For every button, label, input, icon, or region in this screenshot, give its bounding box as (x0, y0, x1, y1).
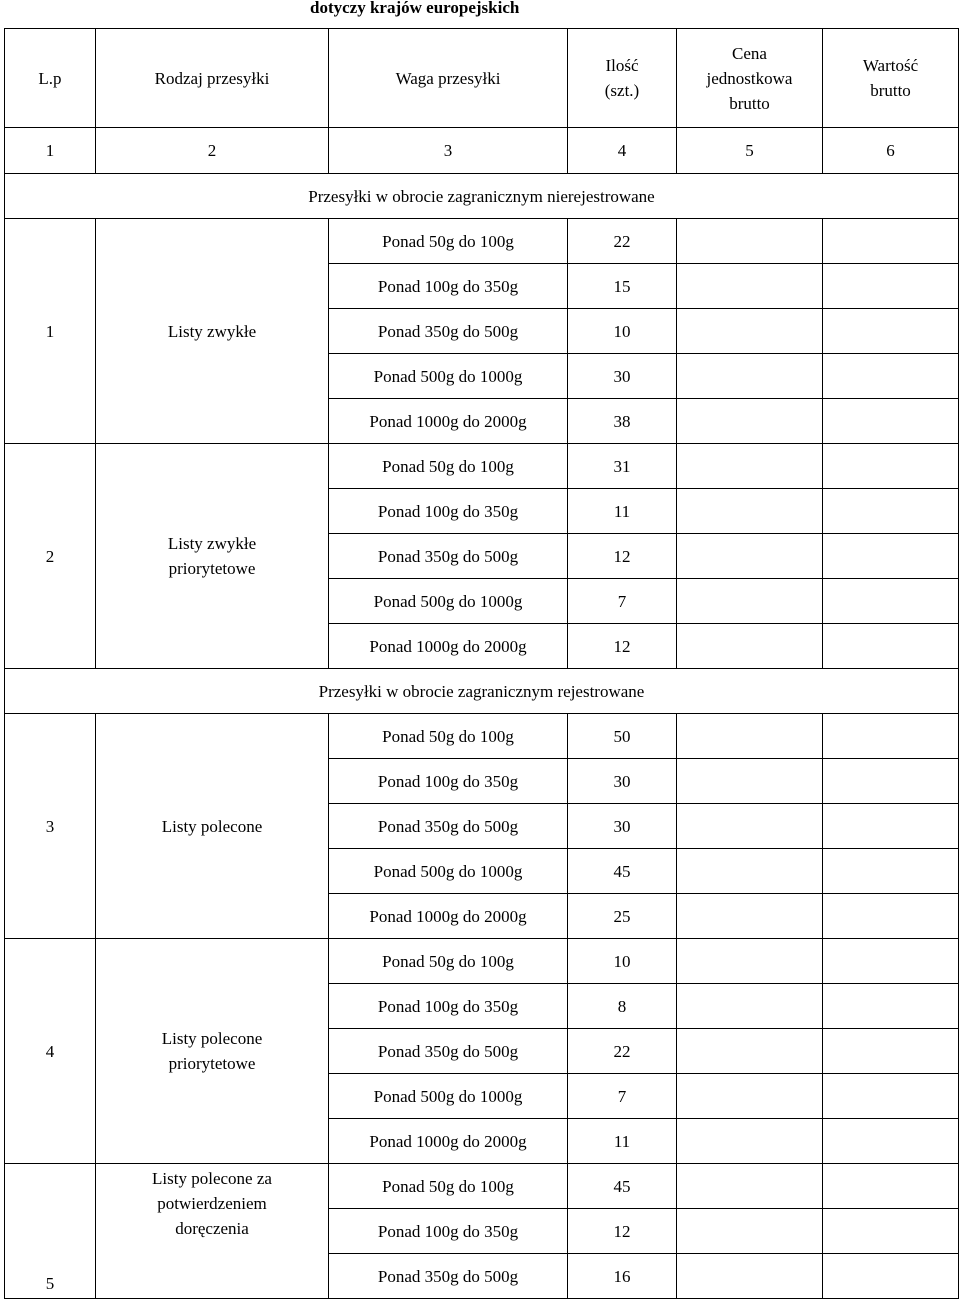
total-value-cell[interactable] (823, 219, 959, 264)
table-row (5, 1164, 959, 1209)
quantity: 11 (568, 1119, 677, 1164)
weight-range: Ponad 100g do 350g (329, 1209, 568, 1254)
weight-range: Ponad 50g do 100g (329, 1164, 568, 1209)
table-row (5, 219, 959, 264)
unit-price-cell[interactable] (677, 894, 823, 939)
column-number-3: 3 (329, 128, 568, 174)
section-row (5, 174, 959, 219)
weight-range: Ponad 100g do 350g (329, 489, 568, 534)
total-value-cell[interactable] (823, 534, 959, 579)
shipment-kind-line: priorytetowe (168, 1054, 256, 1073)
row-number: 2 (5, 444, 96, 669)
table-row (5, 444, 959, 489)
unit-price-cell[interactable] (677, 804, 823, 849)
weight-range: Ponad 1000g do 2000g (329, 894, 568, 939)
weight-range: Ponad 1000g do 2000g (329, 399, 568, 444)
weight-range: Ponad 100g do 350g (329, 759, 568, 804)
weight-range: Ponad 50g do 100g (329, 444, 568, 489)
total-value-cell[interactable] (823, 1209, 959, 1254)
shipment-kind-line: Listy polecone (161, 1029, 263, 1048)
unit-price-cell[interactable] (677, 624, 823, 669)
unit-price-cell[interactable] (677, 1209, 823, 1254)
weight-range: Ponad 500g do 1000g (329, 849, 568, 894)
row-number: 3 (5, 714, 96, 939)
column-number-5: 5 (677, 128, 823, 174)
total-value-cell[interactable] (823, 399, 959, 444)
shipment-kind-line: potwierdzeniem (157, 1194, 267, 1213)
unit-price-cell[interactable] (677, 489, 823, 534)
weight-range: Ponad 500g do 1000g (329, 354, 568, 399)
total-value-cell[interactable] (823, 759, 959, 804)
quantity: 15 (568, 264, 677, 309)
shipment-kind (96, 1164, 329, 1299)
quantity: 50 (568, 714, 677, 759)
total-value-cell[interactable] (823, 984, 959, 1029)
unit-price-cell[interactable] (677, 219, 823, 264)
shipment-kind (96, 939, 329, 1164)
quantity: 31 (568, 444, 677, 489)
column-number-6: 6 (823, 128, 959, 174)
weight-range: Ponad 100g do 350g (329, 984, 568, 1029)
header-ilosc (568, 29, 677, 128)
shipment-kind (96, 444, 329, 669)
quantity: 30 (568, 759, 677, 804)
shipment-table-body (5, 29, 959, 1299)
total-value-cell[interactable] (823, 804, 959, 849)
header-cena-line3: brutto (729, 93, 770, 113)
unit-price-cell[interactable] (677, 1119, 823, 1164)
unit-price-cell[interactable] (677, 849, 823, 894)
document-heading: dotyczy krajów europejskich (310, 0, 520, 17)
unit-price-cell[interactable] (677, 534, 823, 579)
header-row (5, 29, 959, 128)
weight-range: Ponad 50g do 100g (329, 714, 568, 759)
total-value-cell[interactable] (823, 714, 959, 759)
row-number: 5 (5, 1164, 96, 1299)
shipment-kind-line: Listy zwykłe (167, 534, 257, 553)
total-value-cell[interactable] (823, 1119, 959, 1164)
total-value-cell[interactable] (823, 444, 959, 489)
header-cena-line1: Cena (732, 43, 767, 63)
header-ilosc-line1: Ilość (605, 56, 639, 75)
unit-price-cell[interactable] (677, 984, 823, 1029)
unit-price-cell[interactable] (677, 399, 823, 444)
total-value-cell[interactable] (823, 1029, 959, 1074)
shipment-kind-line: Listy polecone (161, 816, 263, 836)
weight-range: Ponad 50g do 100g (329, 939, 568, 984)
header-cena (677, 29, 823, 128)
header-cena-line2: jednostkowa (706, 68, 793, 88)
total-value-cell[interactable] (823, 489, 959, 534)
unit-price-cell[interactable] (677, 759, 823, 804)
total-value-cell[interactable] (823, 624, 959, 669)
header-ilosc-line2: (szt.) (604, 81, 640, 100)
quantity: 16 (568, 1254, 677, 1299)
weight-range: Ponad 350g do 500g (329, 534, 568, 579)
column-number-row (5, 128, 959, 174)
quantity: 10 (568, 939, 677, 984)
quantity: 30 (568, 804, 677, 849)
column-number-1: 1 (5, 128, 96, 174)
header-wartosc (823, 29, 959, 128)
shipment-kind-line: Listy zwykłe (167, 321, 257, 341)
quantity: 22 (568, 219, 677, 264)
quantity: 12 (568, 1209, 677, 1254)
weight-range: Ponad 500g do 1000g (329, 579, 568, 624)
quantity: 8 (568, 984, 677, 1029)
unit-price-cell[interactable] (677, 579, 823, 624)
unit-price-cell[interactable] (677, 309, 823, 354)
unit-price-cell[interactable] (677, 444, 823, 489)
quantity: 12 (568, 624, 677, 669)
unit-price-cell[interactable] (677, 1164, 823, 1209)
shipment-table (4, 28, 959, 1299)
unit-price-cell[interactable] (677, 939, 823, 984)
header-wartosc-line2: brutto (870, 81, 911, 100)
shipment-kind-line: doręczenia (175, 1219, 249, 1238)
shipment-kind (96, 219, 329, 444)
quantity: 45 (568, 849, 677, 894)
row-number: 4 (5, 939, 96, 1164)
weight-range: Ponad 100g do 350g (329, 264, 568, 309)
section-title: Przesyłki w obrocie zagranicznym nierejestrowane (5, 174, 959, 219)
quantity: 7 (568, 1074, 677, 1119)
total-value-cell[interactable] (823, 264, 959, 309)
header-wartosc-line1: Wartość (862, 56, 919, 75)
column-number-4: 4 (568, 128, 677, 174)
unit-price-cell[interactable] (677, 714, 823, 759)
weight-range: Ponad 500g do 1000g (329, 1074, 568, 1119)
quantity: 11 (568, 489, 677, 534)
column-number-2: 2 (96, 128, 329, 174)
quantity: 45 (568, 1164, 677, 1209)
quantity: 38 (568, 399, 677, 444)
quantity: 10 (568, 309, 677, 354)
weight-range: Ponad 50g do 100g (329, 219, 568, 264)
shipment-kind-line: Listy polecone za (152, 1169, 272, 1188)
table-row (5, 714, 959, 759)
total-value-cell[interactable] (823, 1164, 959, 1209)
total-value-cell[interactable] (823, 579, 959, 624)
row-number: 1 (5, 219, 96, 444)
weight-range: Ponad 1000g do 2000g (329, 624, 568, 669)
unit-price-cell[interactable] (677, 1074, 823, 1119)
quantity: 30 (568, 354, 677, 399)
total-value-cell[interactable] (823, 939, 959, 984)
header-waga: Waga przesyłki (329, 29, 568, 128)
quantity: 12 (568, 534, 677, 579)
total-value-cell[interactable] (823, 309, 959, 354)
unit-price-cell[interactable] (677, 1029, 823, 1074)
quantity: 7 (568, 579, 677, 624)
weight-range: Ponad 350g do 500g (329, 1029, 568, 1074)
shipment-kind-line: priorytetowe (168, 559, 256, 578)
weight-range: Ponad 350g do 500g (329, 804, 568, 849)
total-value-cell[interactable] (823, 894, 959, 939)
unit-price-cell[interactable] (677, 264, 823, 309)
unit-price-cell[interactable] (677, 354, 823, 399)
header-lp: L.p (5, 29, 96, 128)
shipment-kind (96, 714, 329, 939)
total-value-cell[interactable] (823, 354, 959, 399)
header-rodzaj: Rodzaj przesyłki (96, 29, 329, 128)
weight-range: Ponad 350g do 500g (329, 1254, 568, 1299)
weight-range: Ponad 350g do 500g (329, 309, 568, 354)
quantity: 25 (568, 894, 677, 939)
total-value-cell[interactable] (823, 1254, 959, 1299)
unit-price-cell[interactable] (677, 1254, 823, 1299)
weight-range: Ponad 1000g do 2000g (329, 1119, 568, 1164)
total-value-cell[interactable] (823, 849, 959, 894)
table-row (5, 939, 959, 984)
total-value-cell[interactable] (823, 1074, 959, 1119)
section-title: Przesyłki w obrocie zagranicznym rejestrowane (5, 669, 959, 714)
quantity: 22 (568, 1029, 677, 1074)
section-row (5, 669, 959, 714)
